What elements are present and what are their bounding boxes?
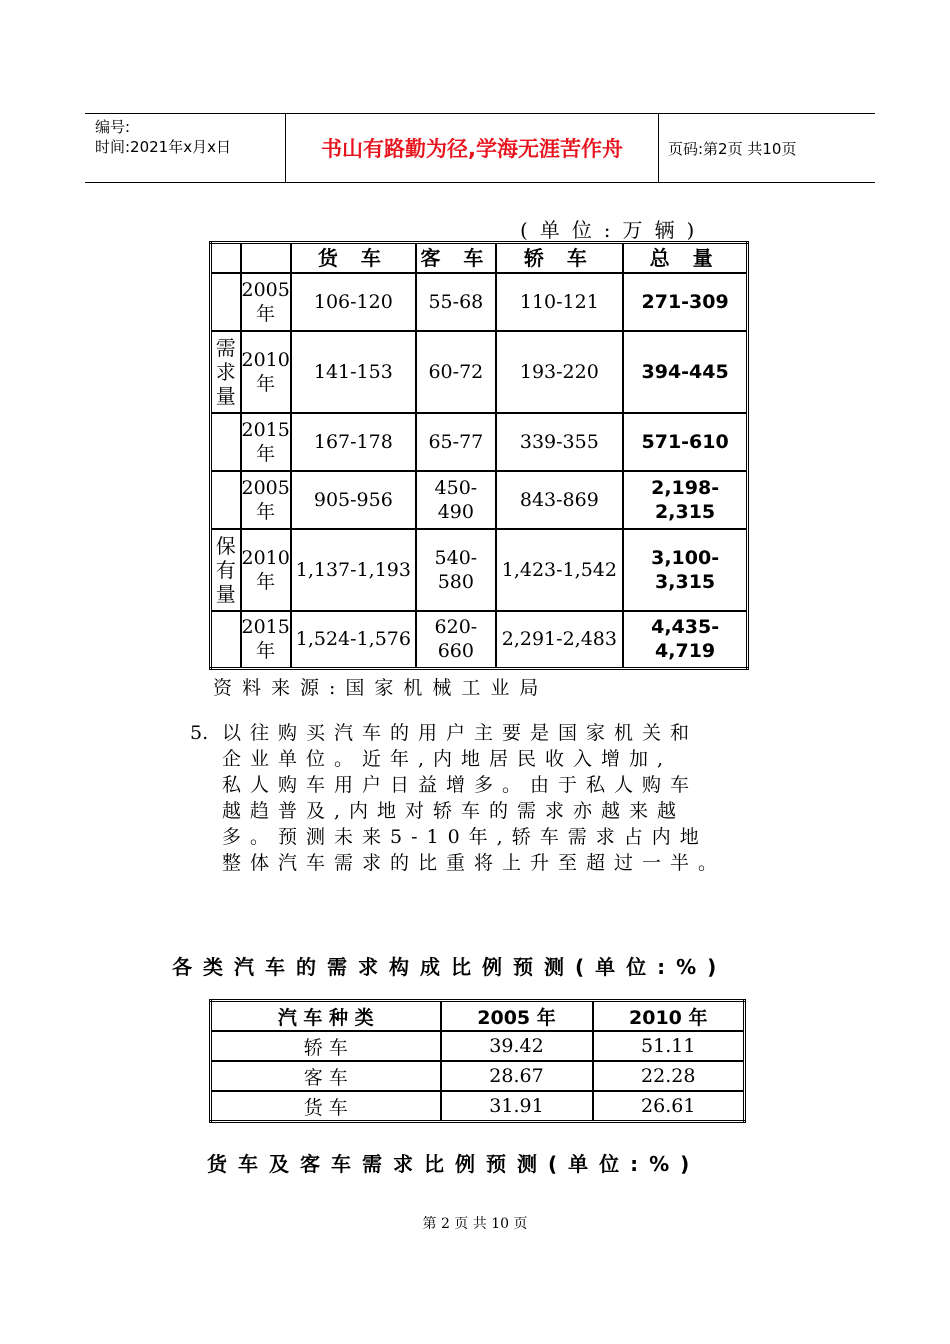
car-cell: 2,291-2,483 xyxy=(496,611,623,669)
table3-caption: 货车及客车需求比例预测(单位:%) xyxy=(207,1152,701,1176)
header-motto: 书山有路勤为径,学海无涯苦作舟 xyxy=(286,114,659,182)
paragraph-line: 企业单位。近年,内地居民收入增加, xyxy=(222,748,673,770)
source-note: 资料来源:国家机械工业局 xyxy=(213,677,549,699)
type-cell: 轿 车 xyxy=(211,1031,441,1061)
bus-cell: 540-580 xyxy=(416,529,496,611)
paragraph-line: 多。预测未来5-10年,轿车需求占内地 xyxy=(222,826,708,848)
truck-cell: 167-178 xyxy=(291,413,416,471)
year-cell: 2015年 xyxy=(241,611,291,669)
table-row xyxy=(211,413,748,471)
car-cell: 339-355 xyxy=(496,413,623,471)
value-cell: 22.28 xyxy=(593,1061,745,1091)
bus-cell: 60-72 xyxy=(416,331,496,413)
value-cell: 39.42 xyxy=(441,1031,593,1061)
paragraph-line: 越趋普及,内地对轿车的需求亦越来越 xyxy=(222,800,686,822)
table-row xyxy=(211,529,748,611)
table-row xyxy=(211,273,748,331)
value-cell: 26.61 xyxy=(593,1091,745,1122)
table-row xyxy=(211,471,748,529)
header-truck: 货 车 xyxy=(291,243,416,273)
paragraph-line: 私人购车用户日益增多。由于私人购车 xyxy=(222,774,699,796)
truck-cell: 1,137-1,193 xyxy=(291,529,416,611)
unit-note: (单位:万辆) xyxy=(520,218,707,242)
bus-cell: 55-68 xyxy=(416,273,496,331)
value-cell: 31.91 xyxy=(441,1091,593,1122)
header-2010: 2010 年 xyxy=(593,1001,745,1032)
truck-cell: 905-956 xyxy=(291,471,416,529)
header-bus: 客 车 xyxy=(416,243,496,273)
year-cell: 2015年 xyxy=(241,413,291,471)
header-2005: 2005 年 xyxy=(441,1001,593,1032)
header-car: 轿 车 xyxy=(496,243,623,273)
car-cell: 193-220 xyxy=(496,331,623,413)
car-cell: 843-869 xyxy=(496,471,623,529)
page-footer: 第 2 页 共 10 页 xyxy=(422,1216,528,1232)
total-cell: 4,435-4,719 xyxy=(623,611,748,669)
bus-cell: 65-77 xyxy=(416,413,496,471)
paragraph-number: 5. xyxy=(190,722,209,744)
vehicle-forecast-table xyxy=(209,241,749,670)
total-cell: 3,100-3,315 xyxy=(623,529,748,611)
car-cell: 1,423-1,542 xyxy=(496,529,623,611)
group-label-stock: 保有量 xyxy=(211,529,241,611)
truck-cell: 141-153 xyxy=(291,331,416,413)
paragraph-line: 整体汽车需求的比重将上升至超过一半。 xyxy=(222,852,727,874)
table2-caption: 各类汽车的需求构成比例预测(单位:%) xyxy=(172,955,728,979)
paragraph-line: 以往购买汽车的用户主要是国家机关和 xyxy=(222,722,699,744)
car-cell: 110-121 xyxy=(496,273,623,331)
value-cell: 28.67 xyxy=(441,1061,593,1091)
group-label-demand: 需求量 xyxy=(211,331,241,413)
total-cell: 2,198-2,315 xyxy=(623,471,748,529)
table-row xyxy=(211,1031,745,1061)
total-cell: 271-309 xyxy=(623,273,748,331)
year-cell: 2010年 xyxy=(241,529,291,611)
bus-cell: 620-660 xyxy=(416,611,496,669)
demand-share-table xyxy=(209,999,746,1123)
bus-cell: 450-490 xyxy=(416,471,496,529)
total-cell: 394-445 xyxy=(623,331,748,413)
page-header xyxy=(85,113,875,183)
header-total: 总 量 xyxy=(623,243,748,273)
table-header-row xyxy=(211,243,748,273)
type-cell: 客 车 xyxy=(211,1061,441,1091)
header-meta xyxy=(85,114,286,182)
table-row xyxy=(211,1091,745,1122)
value-cell: 51.11 xyxy=(593,1031,745,1061)
year-cell: 2005年 xyxy=(241,273,291,331)
table-row xyxy=(211,1061,745,1091)
truck-cell: 106-120 xyxy=(291,273,416,331)
header-type: 汽 车 种 类 xyxy=(211,1001,441,1032)
table-row xyxy=(211,611,748,669)
table-row xyxy=(211,331,748,413)
time-label: 时间:2021年x月x日 xyxy=(95,138,231,156)
type-cell: 货 车 xyxy=(211,1091,441,1122)
year-cell: 2005年 xyxy=(241,471,291,529)
year-cell: 2010年 xyxy=(241,331,291,413)
table-header-row xyxy=(211,1001,745,1032)
total-cell: 571-610 xyxy=(623,413,748,471)
header-page-label: 页码:第2页 共10页 xyxy=(668,139,797,158)
truck-cell: 1,524-1,576 xyxy=(291,611,416,669)
number-label: 编号: xyxy=(95,118,131,136)
